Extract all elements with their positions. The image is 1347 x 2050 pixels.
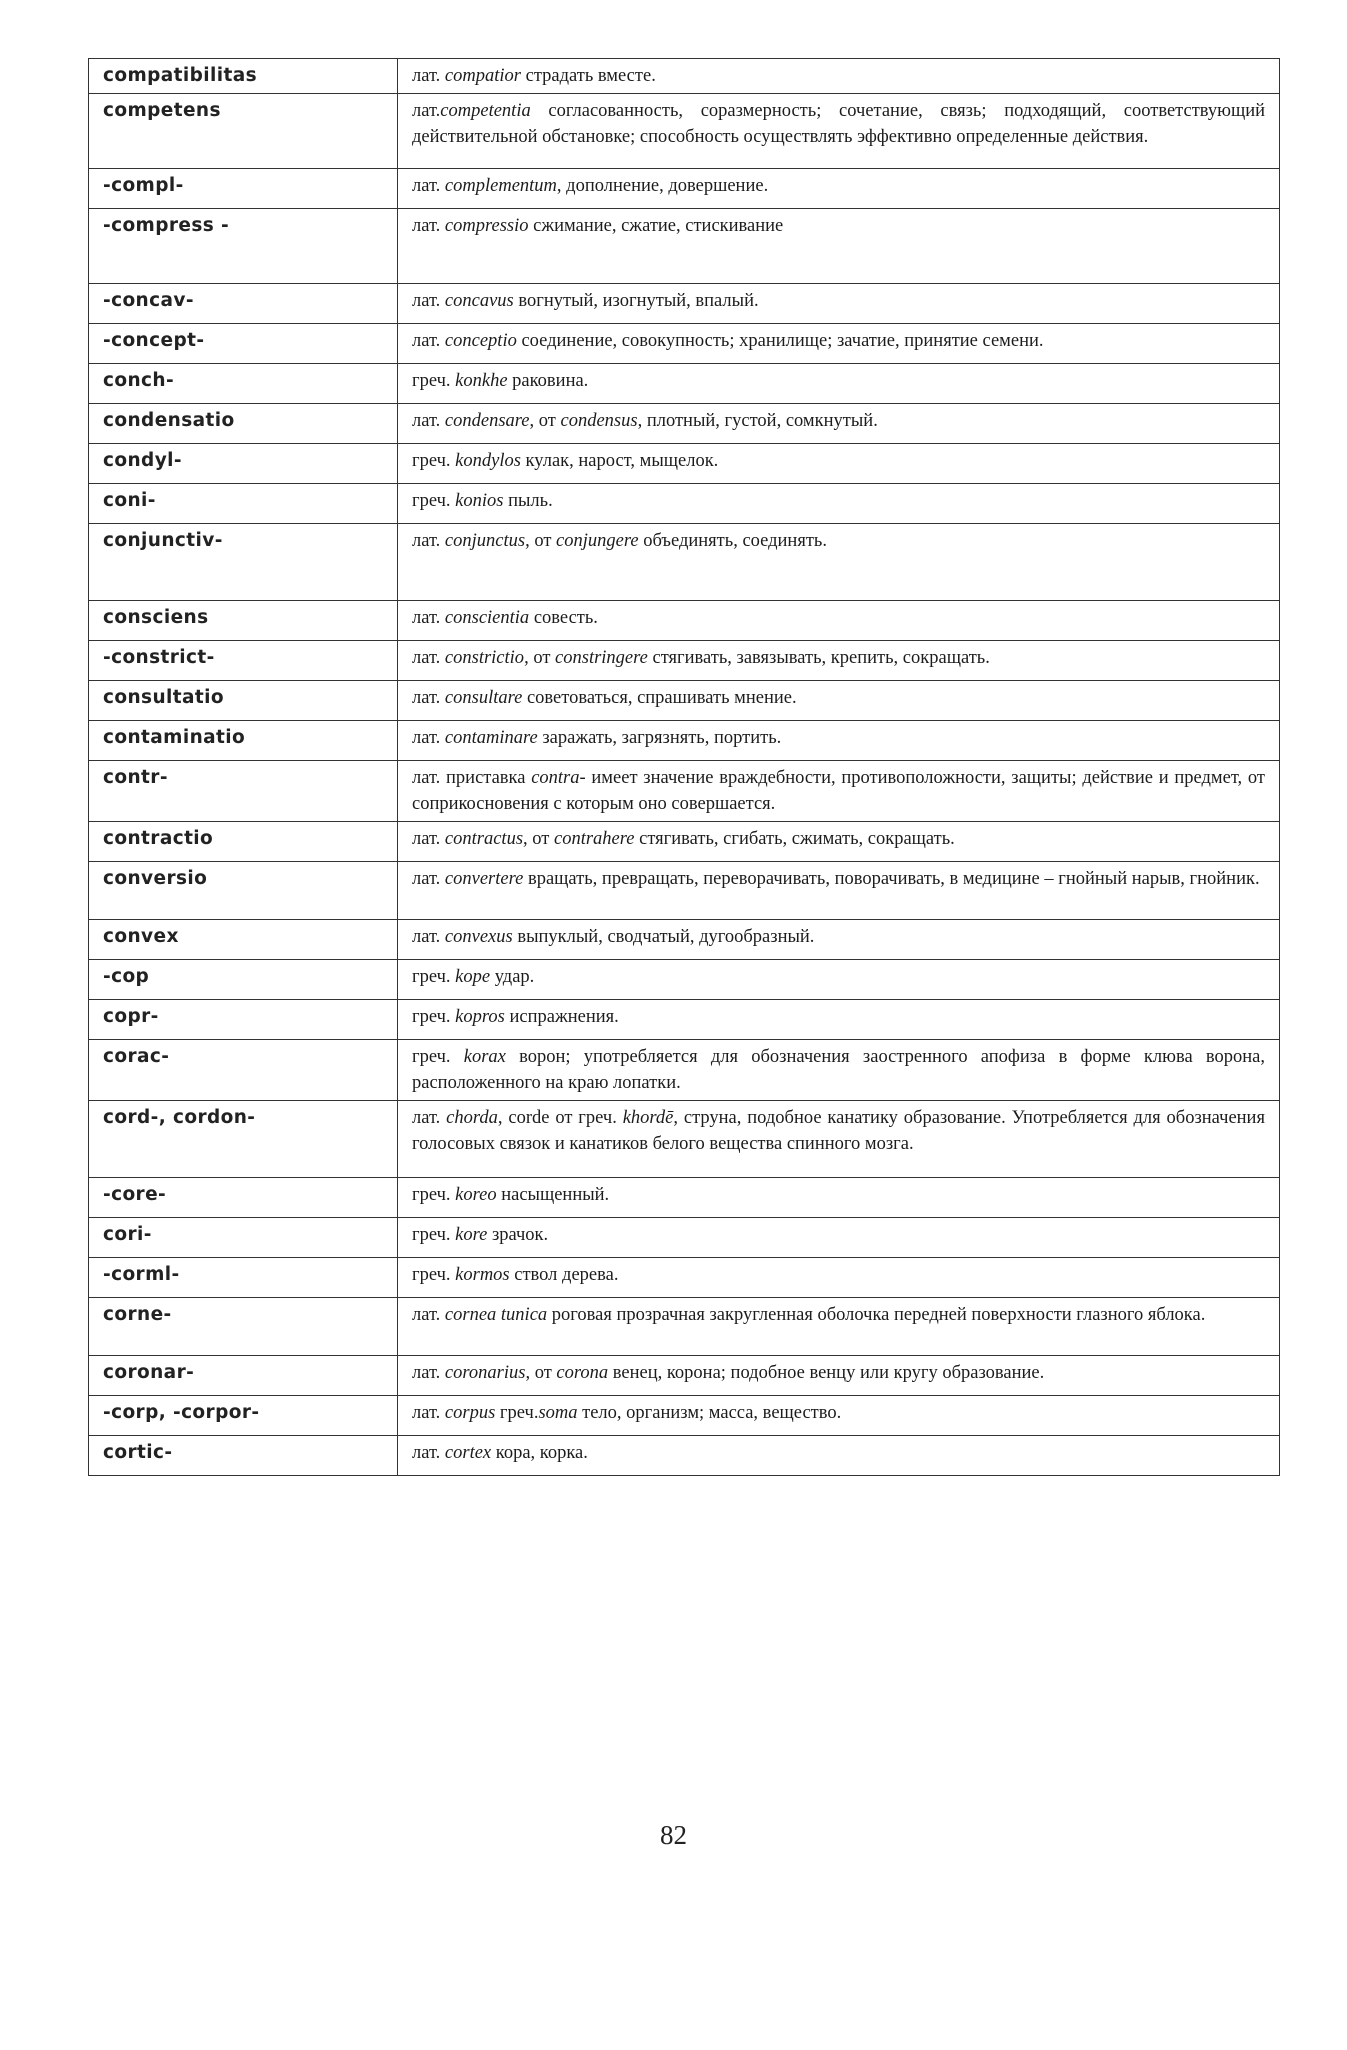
definition-etymon: cortex xyxy=(444,1442,492,1463)
glossary-row xyxy=(89,1039,1280,1100)
definition-text: греч. xyxy=(412,966,456,987)
definition-text: , от xyxy=(525,530,557,551)
definition-text: ствол дерева. xyxy=(509,1264,619,1285)
definition-text: объединять, соединять. xyxy=(638,530,827,551)
term-cell: contr- xyxy=(89,760,398,821)
definition-cell xyxy=(398,680,1280,720)
definition-text: зрачок. xyxy=(487,1224,549,1245)
definition-etymon: corona xyxy=(556,1362,609,1383)
glossary-row xyxy=(89,443,1280,483)
glossary-row xyxy=(89,640,1280,680)
definition-text: , от xyxy=(524,647,556,668)
definition-text: лат. xyxy=(412,1402,445,1423)
term-cell: corac- xyxy=(89,1039,398,1100)
definition-etymon: kope xyxy=(455,966,491,987)
definition-cell xyxy=(398,999,1280,1039)
definition-cell xyxy=(398,1257,1280,1297)
definition-etymon: contaminare xyxy=(444,727,538,748)
definition-text: лат. xyxy=(412,410,445,431)
glossary-row xyxy=(89,59,1280,94)
glossary-row xyxy=(89,363,1280,403)
definition-text: греч. xyxy=(412,1046,464,1067)
definition-etymon: condensus xyxy=(560,410,638,431)
term-cell: condyl- xyxy=(89,443,398,483)
definition-etymon: contractus xyxy=(444,828,524,849)
glossary-row xyxy=(89,1257,1280,1297)
definition-cell xyxy=(398,760,1280,821)
term-cell: consciens xyxy=(89,600,398,640)
definition-etymon: compatior xyxy=(444,66,521,86)
term-cell: contractio xyxy=(89,821,398,861)
definition-cell xyxy=(398,1217,1280,1257)
definition-cell xyxy=(398,1039,1280,1100)
definition-etymon: convertere xyxy=(444,868,524,889)
definition-cell xyxy=(398,959,1280,999)
definition-etymon: consultare xyxy=(444,687,523,708)
definition-cell xyxy=(398,861,1280,919)
glossary-row xyxy=(89,1395,1280,1435)
definition-text: греч. xyxy=(412,370,456,391)
definition-text: греч. xyxy=(412,1006,456,1027)
definition-text: лат. xyxy=(412,868,445,889)
term-cell: coni- xyxy=(89,483,398,523)
term-cell: conch- xyxy=(89,363,398,403)
glossary-row xyxy=(89,821,1280,861)
page-number: 82 xyxy=(660,1820,687,1850)
definition-etymon: complementum xyxy=(444,175,557,196)
definition-text: кулак, нарост, мыщелок. xyxy=(520,450,719,471)
definition-text: лат. приставка xyxy=(412,767,532,788)
term-cell: copr- xyxy=(89,999,398,1039)
glossary-row xyxy=(89,1355,1280,1395)
definition-text: , от xyxy=(523,828,554,849)
definition-text: пыль. xyxy=(503,490,553,511)
term-cell: corne- xyxy=(89,1297,398,1355)
definition-text: лат. xyxy=(412,727,445,748)
term-cell: conjunctiv- xyxy=(89,523,398,600)
definition-text: испражнения. xyxy=(504,1006,619,1027)
definition-text: , от xyxy=(529,410,561,431)
definition-etymon: condensare xyxy=(444,410,530,431)
definition-text: лат. xyxy=(412,1362,445,1383)
glossary-row xyxy=(89,283,1280,323)
term-cell: compatibilitas xyxy=(89,59,398,94)
term-cell: cori- xyxy=(89,1217,398,1257)
definition-cell xyxy=(398,93,1280,168)
definition-etymon: khordē xyxy=(622,1107,674,1128)
definition-text: стягивать, сгибать, сжимать, сокращать. xyxy=(634,828,955,849)
glossary-row xyxy=(89,861,1280,919)
definition-etymon: kopros xyxy=(455,1006,505,1027)
definition-etymon: contra- xyxy=(531,767,586,788)
definition-text: соединение, совокупность; хранилище; зачатие, принятие семени. xyxy=(516,330,1044,351)
glossary-row xyxy=(89,168,1280,208)
glossary-row xyxy=(89,600,1280,640)
definition-text: греч. xyxy=(495,1402,539,1423)
glossary-row xyxy=(89,93,1280,168)
definition-cell xyxy=(398,483,1280,523)
definition-text: роговая прозрачная закругленная оболочка передней поверхности глазного яблока. xyxy=(547,1304,1206,1325)
definition-etymon: koreo xyxy=(455,1184,497,1205)
definition-text: советоваться, спрашивать мнение. xyxy=(522,687,797,708)
definition-text: лат. xyxy=(412,647,445,668)
definition-text: вогнутый, изогнутый, впалый. xyxy=(513,290,759,311)
definition-text: греч. xyxy=(412,450,456,471)
definition-text: лат. xyxy=(412,1442,445,1463)
definition-etymon: soma xyxy=(538,1402,578,1423)
definition-cell xyxy=(398,1355,1280,1395)
definition-text: раковина. xyxy=(507,370,589,391)
glossary-row xyxy=(89,959,1280,999)
definition-etymon: konios xyxy=(455,490,504,511)
term-cell: condensatio xyxy=(89,403,398,443)
definition-cell xyxy=(398,1435,1280,1475)
definition-text: лат. xyxy=(412,1107,447,1128)
definition-etymon: convexus xyxy=(444,926,513,947)
definition-text: лат. xyxy=(412,926,445,947)
glossary-row xyxy=(89,523,1280,600)
definition-etymon: conceptio xyxy=(444,330,517,351)
definition-text: греч. xyxy=(412,490,456,511)
definition-text: греч. xyxy=(412,1224,456,1245)
definition-text: удар. xyxy=(490,966,535,987)
glossary-row xyxy=(89,483,1280,523)
term-cell: -cop xyxy=(89,959,398,999)
definition-text: лат. xyxy=(412,530,445,551)
term-cell: -concav- xyxy=(89,283,398,323)
definition-etymon: constrictio xyxy=(444,647,525,668)
definition-text: заражать, загрязнять, портить. xyxy=(537,727,782,748)
definition-text: лат. xyxy=(412,330,445,351)
glossary-row xyxy=(89,1435,1280,1475)
definition-cell xyxy=(398,600,1280,640)
glossary-row xyxy=(89,1100,1280,1177)
term-cell: -corml- xyxy=(89,1257,398,1297)
definition-text: страдать вместе. xyxy=(520,66,656,86)
term-cell: convex xyxy=(89,919,398,959)
definition-etymon: konkhe xyxy=(455,370,508,391)
definition-etymon: kondylos xyxy=(455,450,521,471)
glossary-row xyxy=(89,208,1280,283)
term-cell: -concept- xyxy=(89,323,398,363)
definition-etymon: conjungere xyxy=(556,530,639,551)
definition-cell xyxy=(398,59,1280,94)
term-cell: -constrict- xyxy=(89,640,398,680)
definition-text: , дополнение, довершение. xyxy=(556,175,769,196)
definition-cell xyxy=(398,323,1280,363)
term-cell: cortic- xyxy=(89,1435,398,1475)
definition-cell xyxy=(398,283,1280,323)
glossary-row xyxy=(89,1217,1280,1257)
definition-cell xyxy=(398,168,1280,208)
definition-text: , плотный, густой, сомкнутый. xyxy=(637,410,878,431)
definition-etymon: coronarius xyxy=(444,1362,526,1383)
definition-cell xyxy=(398,1177,1280,1217)
definition-text: стягивать, завязывать, крепить, сокращать. xyxy=(647,647,990,668)
definition-etymon: compressio xyxy=(444,215,529,236)
definition-etymon: constringere xyxy=(555,647,648,668)
definition-text: лат. xyxy=(412,1304,445,1325)
definition-cell xyxy=(398,640,1280,680)
glossary-row xyxy=(89,1177,1280,1217)
glossary-row xyxy=(89,919,1280,959)
definition-text: лат. xyxy=(412,100,441,121)
definition-etymon: korax xyxy=(463,1046,506,1067)
definition-etymon: cornea tunica xyxy=(444,1304,548,1325)
definition-text: совесть. xyxy=(529,607,598,628)
definition-cell xyxy=(398,919,1280,959)
glossary-row xyxy=(89,760,1280,821)
definition-cell xyxy=(398,523,1280,600)
definition-text: лат. xyxy=(412,290,445,311)
term-cell: -compl- xyxy=(89,168,398,208)
definition-text: греч. xyxy=(412,1264,456,1285)
definition-text: насыщенный. xyxy=(496,1184,610,1205)
definition-etymon: contrahere xyxy=(554,828,635,849)
definition-cell xyxy=(398,821,1280,861)
term-cell: cord-, cordon- xyxy=(89,1100,398,1177)
definition-text: венец, корона; подобное венцу или кругу образование. xyxy=(608,1362,1045,1383)
definition-cell xyxy=(398,208,1280,283)
definition-text: лат. xyxy=(412,66,445,86)
term-cell: consultatio xyxy=(89,680,398,720)
definition-cell xyxy=(398,403,1280,443)
definition-text: лат. xyxy=(412,828,445,849)
term-cell: coronar- xyxy=(89,1355,398,1395)
definition-cell xyxy=(398,1100,1280,1177)
definition-cell xyxy=(398,1297,1280,1355)
definition-text: лат. xyxy=(412,175,445,196)
term-cell: -core- xyxy=(89,1177,398,1217)
definition-text: имеет значение враждебности, противоположности, защиты; действие и предмет, от соприкосновения с которым оно совершается. xyxy=(412,767,1265,814)
definition-text: сжимание, сжатие, стискивание xyxy=(528,215,784,236)
definition-etymon: conjunctus xyxy=(444,530,526,551)
definition-etymon: conscientia xyxy=(444,607,530,628)
definition-etymon: competentia xyxy=(440,100,531,121)
glossary-row xyxy=(89,323,1280,363)
definition-text: выпуклый, сводчатый, дугообразный. xyxy=(512,926,815,947)
definition-text: ворон; употребляется для обозначения заостренного апофиза в форме клюва ворона, расположенного на краю лопатки. xyxy=(412,1046,1265,1093)
definition-text: , corde от греч. xyxy=(497,1107,623,1128)
term-cell: competens xyxy=(89,93,398,168)
term-cell: -compress - xyxy=(89,208,398,283)
glossary-rows xyxy=(89,59,1280,1476)
definition-text: лат. xyxy=(412,607,445,628)
glossary-row xyxy=(89,720,1280,760)
definition-etymon: corpus xyxy=(444,1402,496,1423)
definition-text: кора, корка. xyxy=(491,1442,588,1463)
definition-text: лат. xyxy=(412,215,445,236)
definition-text: тело, организм; масса, вещество. xyxy=(577,1402,842,1423)
definition-etymon: concavus xyxy=(444,290,514,311)
definition-cell xyxy=(398,720,1280,760)
term-cell: contaminatio xyxy=(89,720,398,760)
definition-text: , от xyxy=(525,1362,557,1383)
definition-cell xyxy=(398,443,1280,483)
term-cell: conversio xyxy=(89,861,398,919)
term-cell: -corp, -corpor- xyxy=(89,1395,398,1435)
glossary-row xyxy=(89,680,1280,720)
definition-text: вращать, превращать, переворачивать, поворачивать, в медицине – гнойный нарыв, гнойник. xyxy=(523,868,1260,889)
glossary-row xyxy=(89,403,1280,443)
definition-etymon: kormos xyxy=(455,1264,510,1285)
definition-text: греч. xyxy=(412,1184,456,1205)
definition-etymon: kore xyxy=(455,1224,488,1245)
definition-text: , струна, подобное канатику образование. Употребляется для обозначения голосовых связок и канатиков белого вещества спинного мозга. xyxy=(412,1107,1265,1154)
definition-cell xyxy=(398,1395,1280,1435)
glossary-row xyxy=(89,999,1280,1039)
definition-text: согласованность, соразмерность; сочетание, связь; подходящий, соответствующий действительной обстановке; способность осуществлять эффективно определенные действия. xyxy=(412,100,1265,147)
definition-text: лат. xyxy=(412,687,445,708)
definition-cell xyxy=(398,363,1280,403)
definition-etymon: chorda xyxy=(446,1107,498,1128)
glossary-table xyxy=(88,58,1280,1476)
glossary-row xyxy=(89,1297,1280,1355)
